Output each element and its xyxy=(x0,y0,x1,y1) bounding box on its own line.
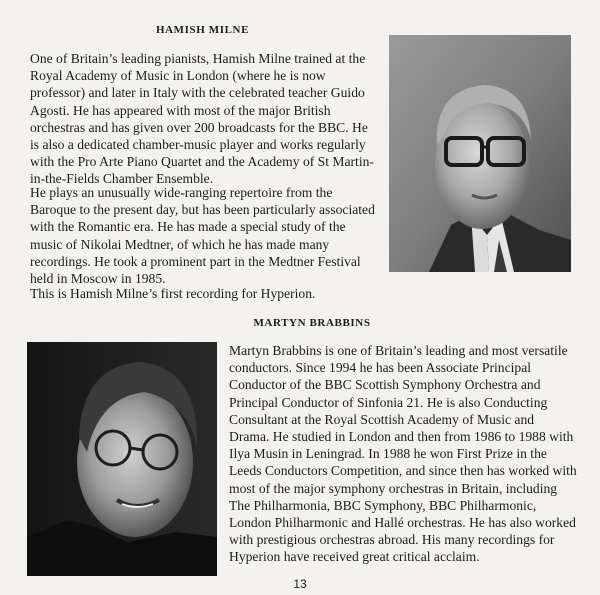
milne-paragraph-3: This is Hamish Milne’s first recording for Hyperion. xyxy=(30,286,316,301)
milne-heading: HAMISH MILNE xyxy=(155,24,250,36)
martyn-brabbins-photo xyxy=(27,342,217,576)
brabbins-heading: MARTYN BRABBINS xyxy=(253,317,371,329)
brabbins-paragraph: Martyn Brabbins is one of Britain’s leading and most versatile conductors. Since 1994 he has been Associate Principal Conductor of the BBC Scottish Symphony Orchestra and Principal Conductor of Sinfonia 21. He is also Conducting Consultant at the Royal Scottish Academy of Music and Drama. He studied in London and then from 1986 to 1988 with Ilya Musin in Leningrad. In 1988 he won First Prize in the Leeds Conductors Competition, and since then has worked with most of the major symphony orchestras in Britain, including The Philharmonia, BBC Symphony, BBC Philharmonic, London Philharmonic and Hallé orchestras. He has also worked with prestigious orchestras abroad. His many recordings for Hyperion have received great critical acclaim. xyxy=(229,343,577,565)
page-number: 13 xyxy=(293,577,307,591)
milne-paragraph-1: One of Britain’s leading pianists, Hamish Milne trained at the Royal Academy of Music in London (where he is now professor) and later in Italy with the celebrated teacher Guido Agosti. He has appeared with most of the major British orchestras and has given over 200 broadcasts for the BBC. He is also a dedicated chamber-music player and works regularly with the Pro Arte Piano Quartet and the Academy of St Martin-in-the-Fields Chamber Ensemble. xyxy=(30,51,374,187)
hamish-milne-photo xyxy=(389,35,571,272)
milne-paragraph-2: He plays an unusually wide-ranging repertoire from the Baroque to the present day, but has been particularly associated with the Romantic era. He has made a special study of the music of Nikolai Medtner, of which he has made many recordings. He took a prominent part in the Medtner Festival held in Moscow in 1985. xyxy=(30,185,375,287)
